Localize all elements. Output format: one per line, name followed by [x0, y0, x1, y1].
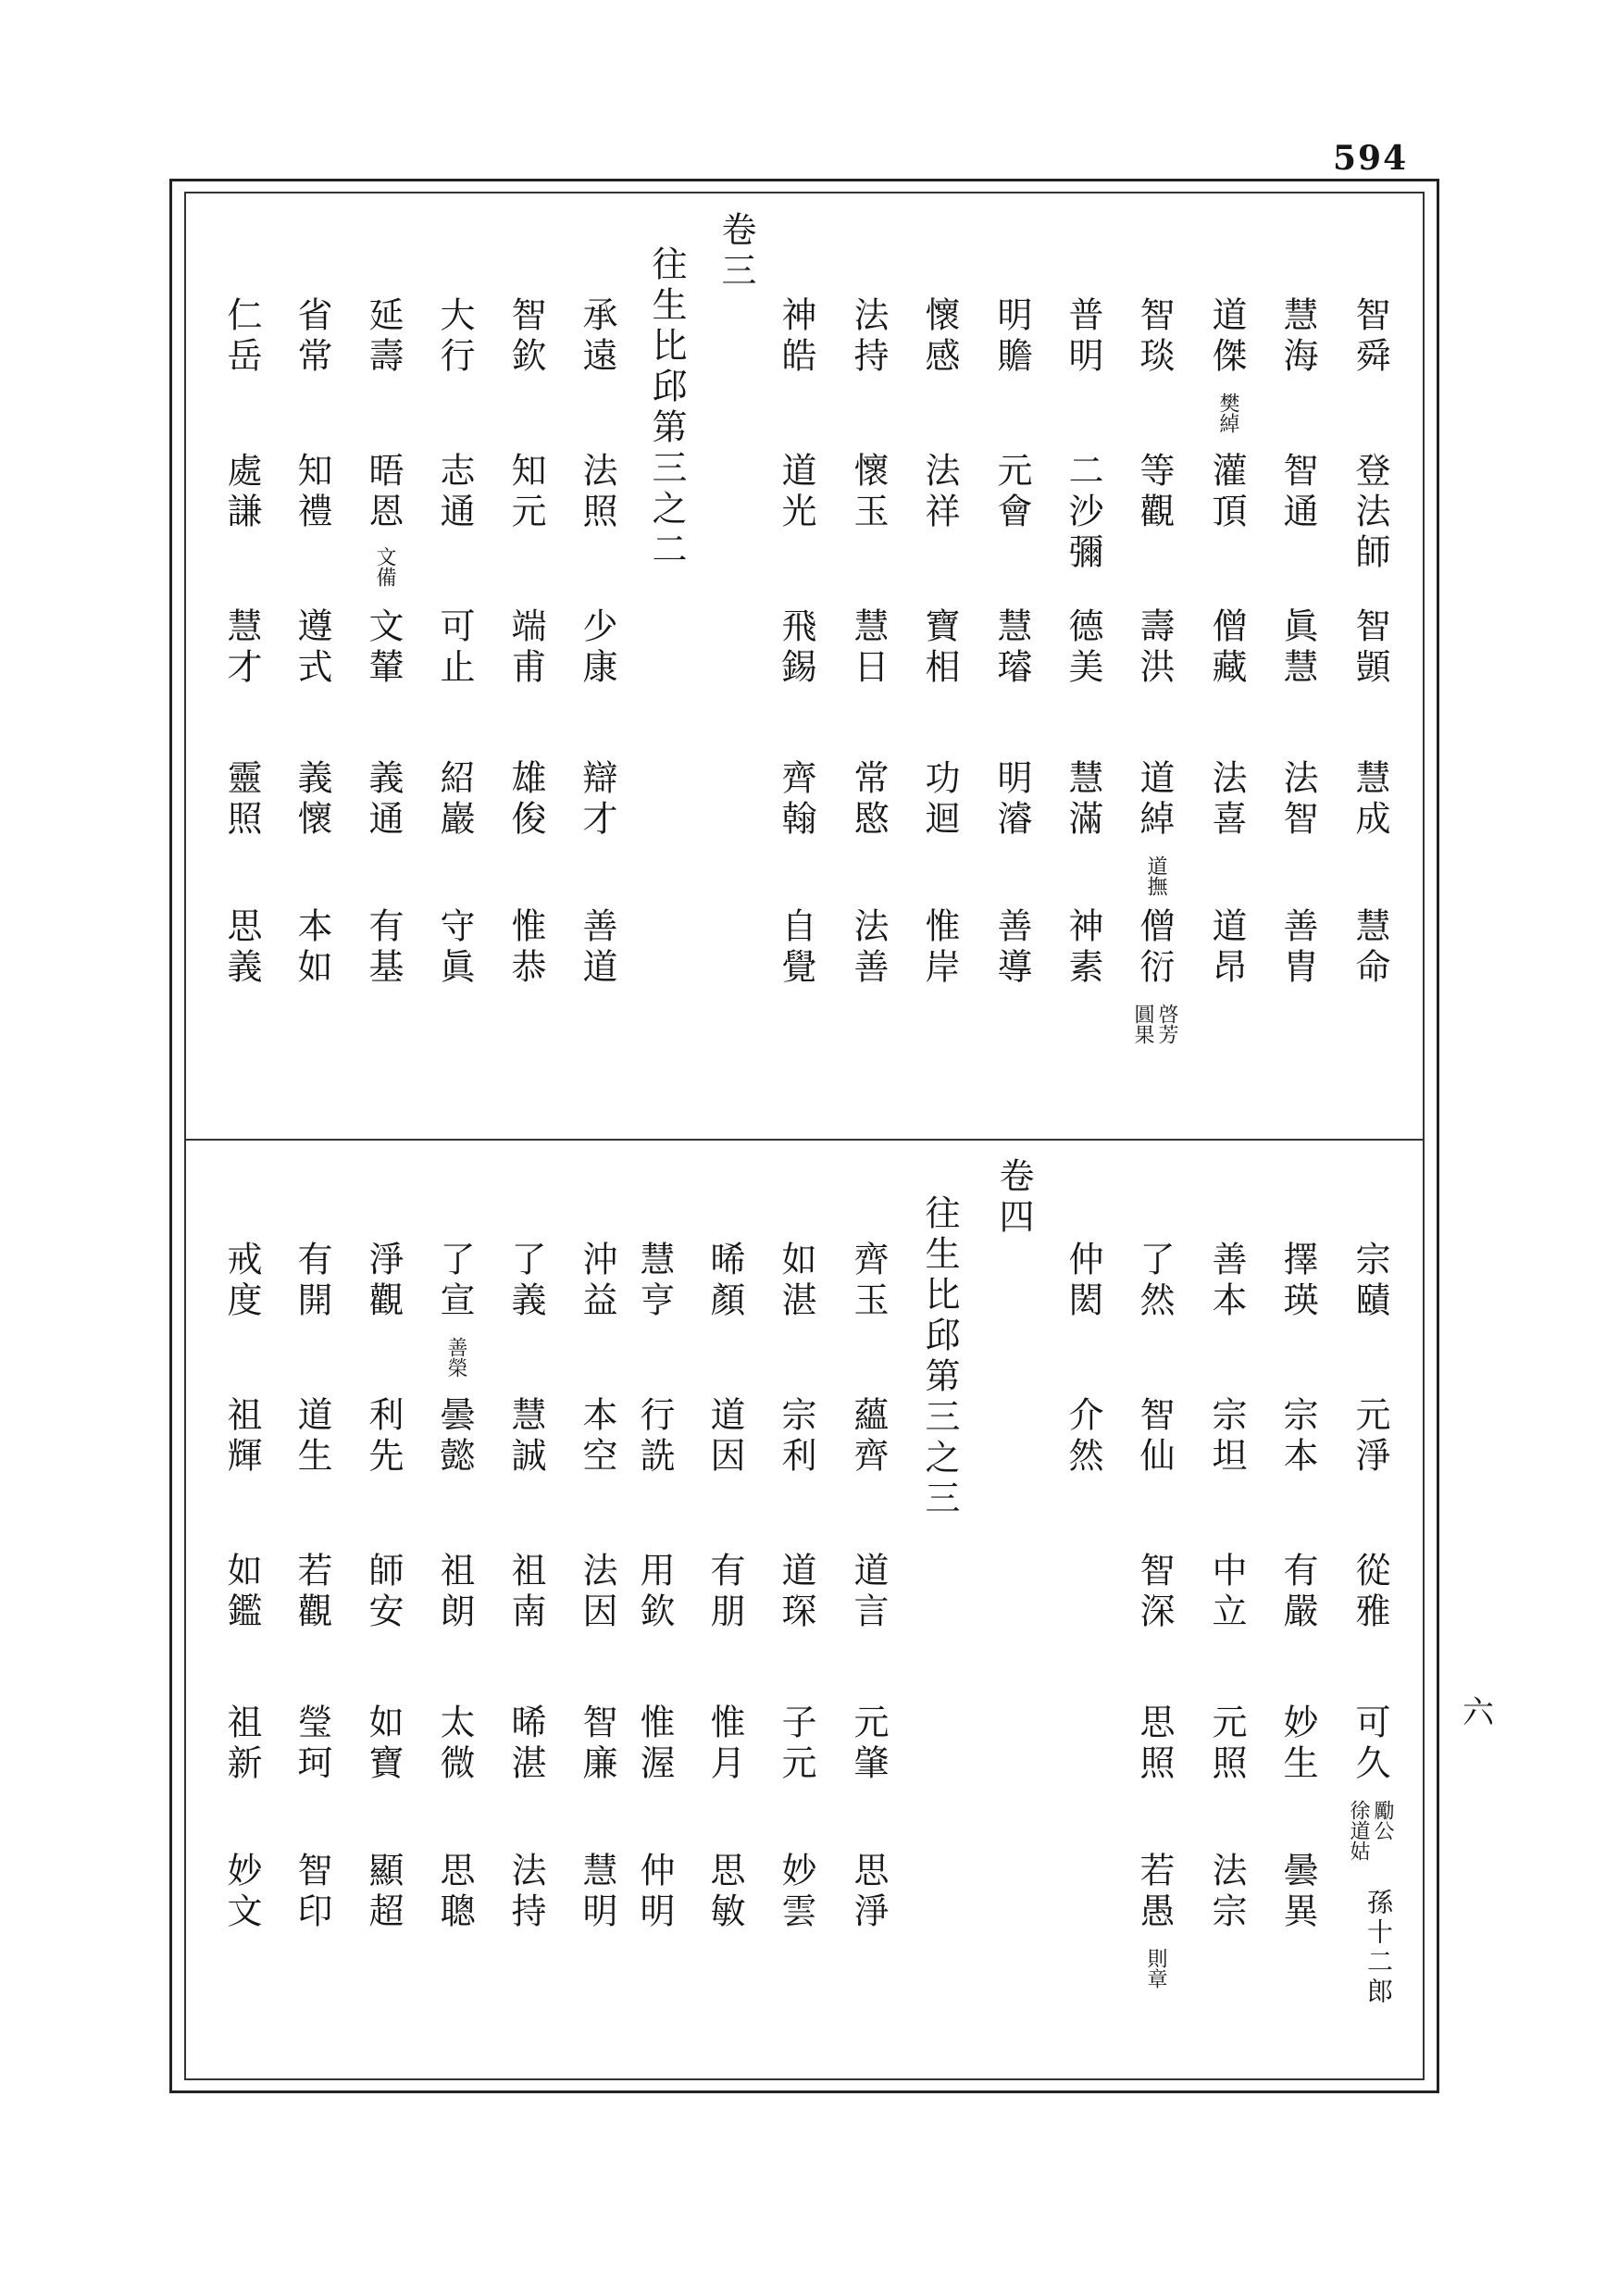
name-entry: 法善 — [848, 907, 889, 989]
name-entry: 明贍 — [991, 296, 1032, 378]
name-entry: 瑩珂 — [292, 1703, 332, 1785]
name-entry: 宗坦 — [1206, 1396, 1247, 1478]
name-entry: 曇異 — [1277, 1852, 1318, 1933]
name-entry: 若愚 — [1134, 1852, 1175, 1933]
name-entry: 戒度 — [221, 1241, 262, 1322]
name-entry: 可久 — [1350, 1703, 1390, 1785]
name-entry: 有開 — [292, 1241, 332, 1322]
name-entry: 處謙 — [221, 452, 262, 533]
name-entry: 齊翰 — [776, 759, 816, 841]
block-divider — [184, 1139, 1425, 1141]
name-entry: 慧成 — [1350, 759, 1390, 841]
name-entry: 智深 — [1134, 1552, 1175, 1633]
name-entry: 了然 — [1134, 1241, 1175, 1322]
name-entry: 祖朗 — [434, 1552, 475, 1633]
name-entry: 從雅 — [1350, 1552, 1390, 1633]
name-entry: 元淨 — [1350, 1396, 1390, 1478]
name-entry: 如鑑 — [221, 1552, 262, 1633]
name-entry: 中立 — [1206, 1552, 1247, 1633]
name-entry: 寶相 — [919, 607, 960, 689]
name-entry: 祖南 — [505, 1552, 546, 1633]
name-entry: 師安 — [363, 1552, 404, 1633]
name-entry: 妙雲 — [776, 1852, 816, 1933]
name-entry: 僧藏 — [1206, 607, 1247, 689]
annotation-note: 徐道姑 — [1347, 1800, 1370, 1861]
name-entry: 子元 — [776, 1703, 816, 1785]
name-entry: 懷感 — [919, 296, 960, 378]
name-entry: 道綽 — [1134, 759, 1175, 841]
name-entry: 法祥 — [919, 452, 960, 533]
annotation-note: 道撫 — [1144, 855, 1167, 896]
name-entry: 眞慧 — [1277, 607, 1318, 689]
name-entry: 思聰 — [434, 1852, 475, 1933]
name-entry: 惟渥 — [634, 1703, 675, 1785]
name-entry: 灌頂 — [1206, 452, 1247, 533]
name-entry: 二沙彌 — [1063, 452, 1103, 574]
name-entry: 慧海 — [1277, 296, 1318, 378]
name-entry: 孫十二郎 — [1363, 1889, 1394, 2007]
annotation-note: 圓果 — [1131, 1004, 1154, 1044]
name-entry: 本空 — [577, 1396, 617, 1478]
name-entry: 如湛 — [776, 1241, 816, 1322]
name-entry: 善導 — [991, 907, 1032, 989]
name-entry: 善本 — [1206, 1241, 1247, 1322]
name-entry: 晞湛 — [505, 1703, 546, 1785]
name-entry: 晤恩 — [363, 452, 404, 533]
name-entry: 文輦 — [363, 607, 404, 689]
name-entry: 功迴 — [919, 759, 960, 841]
name-entry: 宗利 — [776, 1396, 816, 1478]
name-entry: 仁岳 — [221, 296, 262, 378]
name-entry: 端甫 — [505, 607, 546, 689]
name-entry: 慧誠 — [505, 1396, 546, 1478]
name-entry: 齊玉 — [848, 1241, 889, 1322]
name-entry: 善胄 — [1277, 907, 1318, 989]
name-entry: 道傑 — [1206, 296, 1247, 378]
name-entry: 自覺 — [776, 907, 816, 989]
name-entry: 守眞 — [434, 907, 475, 989]
volume-heading: 卷三 — [716, 211, 756, 293]
name-entry: 思淨 — [848, 1852, 889, 1933]
section-heading: 往生比邱第三之二 — [646, 245, 687, 571]
name-entry: 道昂 — [1206, 907, 1247, 989]
name-entry: 妙文 — [221, 1852, 262, 1933]
name-entry: 慧日 — [848, 607, 889, 689]
name-entry: 承遠 — [577, 296, 617, 378]
name-entry: 普明 — [1063, 296, 1103, 378]
name-entry: 省常 — [292, 296, 332, 378]
name-entry: 惟恭 — [505, 907, 546, 989]
name-entry: 妙生 — [1277, 1703, 1318, 1785]
name-entry: 可止 — [434, 607, 475, 689]
name-entry: 智通 — [1277, 452, 1318, 533]
name-entry: 等觀 — [1134, 452, 1175, 533]
name-entry: 遵式 — [292, 607, 332, 689]
section-heading: 往生比邱第三之三 — [919, 1194, 960, 1520]
name-entry: 善道 — [577, 907, 617, 989]
name-entry: 元照 — [1206, 1703, 1247, 1785]
name-entry: 慧璿 — [991, 607, 1032, 689]
margin-mark: 六 — [1462, 1694, 1494, 1731]
annotation-note: 勵公 — [1371, 1800, 1394, 1841]
name-entry: 智欽 — [505, 296, 546, 378]
name-entry: 宗賾 — [1350, 1241, 1390, 1322]
name-entry: 紹巖 — [434, 759, 475, 841]
volume-heading: 卷四 — [993, 1157, 1034, 1239]
name-entry: 辯才 — [577, 759, 617, 841]
name-entry: 思敏 — [704, 1852, 745, 1933]
name-entry: 淨觀 — [363, 1241, 404, 1322]
name-entry: 沖益 — [577, 1241, 617, 1322]
annotation-note: 文備 — [373, 546, 396, 587]
name-entry: 思照 — [1134, 1703, 1175, 1785]
name-entry: 如寶 — [363, 1703, 404, 1785]
name-entry: 法持 — [848, 296, 889, 378]
name-entry: 大行 — [434, 296, 475, 378]
page-number: 594 — [1333, 139, 1409, 178]
name-entry: 元肇 — [848, 1703, 889, 1785]
name-entry: 有嚴 — [1277, 1552, 1318, 1633]
annotation-note: 樊綽 — [1216, 393, 1239, 433]
name-entry: 德美 — [1063, 607, 1103, 689]
name-entry: 惟月 — [704, 1703, 745, 1785]
name-entry: 思義 — [221, 907, 262, 989]
name-entry: 雄俊 — [505, 759, 546, 841]
name-entry: 慧明 — [577, 1852, 617, 1933]
name-entry: 智琰 — [1134, 296, 1175, 378]
name-entry: 本如 — [292, 907, 332, 989]
name-entry: 曇懿 — [434, 1396, 475, 1478]
annotation-note: 啓芳 — [1155, 1004, 1178, 1044]
name-entry: 祖輝 — [221, 1396, 262, 1478]
name-entry: 利先 — [363, 1396, 404, 1478]
name-entry: 道琛 — [776, 1552, 816, 1633]
name-entry: 法持 — [505, 1852, 546, 1933]
name-entry: 祖新 — [221, 1703, 262, 1785]
name-entry: 道因 — [704, 1396, 745, 1478]
name-entry: 行詵 — [634, 1396, 675, 1478]
name-entry: 常愍 — [848, 759, 889, 841]
name-entry: 延壽 — [363, 296, 404, 378]
annotation-note: 則章 — [1144, 1948, 1167, 1989]
name-entry: 志通 — [434, 452, 475, 533]
name-entry: 仲明 — [634, 1852, 675, 1933]
name-entry: 神素 — [1063, 907, 1103, 989]
name-entry: 用欽 — [634, 1552, 675, 1633]
name-entry: 太微 — [434, 1703, 475, 1785]
name-entry: 知元 — [505, 452, 546, 533]
name-entry: 僧衍 — [1134, 907, 1175, 989]
name-entry: 智仙 — [1134, 1396, 1175, 1478]
name-entry: 顯超 — [363, 1852, 404, 1933]
name-entry: 元會 — [991, 452, 1032, 533]
annotation-note: 善榮 — [444, 1337, 467, 1378]
name-entry: 有朋 — [704, 1552, 745, 1633]
name-entry: 道光 — [776, 452, 816, 533]
name-entry: 惟岸 — [919, 907, 960, 989]
name-entry: 智顗 — [1350, 607, 1390, 689]
name-entry: 法喜 — [1206, 759, 1247, 841]
name-entry: 飛錫 — [776, 607, 816, 689]
name-entry: 仲閎 — [1063, 1241, 1103, 1322]
name-entry: 少康 — [577, 607, 617, 689]
name-entry: 靈照 — [221, 759, 262, 841]
name-entry: 知禮 — [292, 452, 332, 533]
name-entry: 了宣 — [434, 1241, 475, 1322]
name-entry: 慧才 — [221, 607, 262, 689]
name-entry: 智廉 — [577, 1703, 617, 1785]
name-entry: 智舜 — [1350, 296, 1390, 378]
name-entry: 了義 — [505, 1241, 546, 1322]
name-entry: 若觀 — [292, 1552, 332, 1633]
name-entry: 法照 — [577, 452, 617, 533]
name-entry: 慧滿 — [1063, 759, 1103, 841]
name-entry: 神皓 — [776, 296, 816, 378]
name-entry: 有基 — [363, 907, 404, 989]
name-entry: 宗本 — [1277, 1396, 1318, 1478]
name-entry: 慧命 — [1350, 907, 1390, 989]
name-entry: 道言 — [848, 1552, 889, 1633]
name-entry: 法宗 — [1206, 1852, 1247, 1933]
name-entry: 壽洪 — [1134, 607, 1175, 689]
name-entry: 登法師 — [1350, 452, 1390, 574]
name-entry: 智印 — [292, 1852, 332, 1933]
name-entry: 法因 — [577, 1552, 617, 1633]
name-entry: 道生 — [292, 1396, 332, 1478]
name-entry: 蘊齊 — [848, 1396, 889, 1478]
name-entry: 法智 — [1277, 759, 1318, 841]
name-entry: 擇瑛 — [1277, 1241, 1318, 1322]
name-entry: 晞顏 — [704, 1241, 745, 1322]
name-entry: 懷玉 — [848, 452, 889, 533]
name-entry: 義通 — [363, 759, 404, 841]
name-entry: 義懷 — [292, 759, 332, 841]
name-entry: 明濬 — [991, 759, 1032, 841]
name-entry: 介然 — [1063, 1396, 1103, 1478]
name-entry: 慧亨 — [634, 1241, 675, 1322]
